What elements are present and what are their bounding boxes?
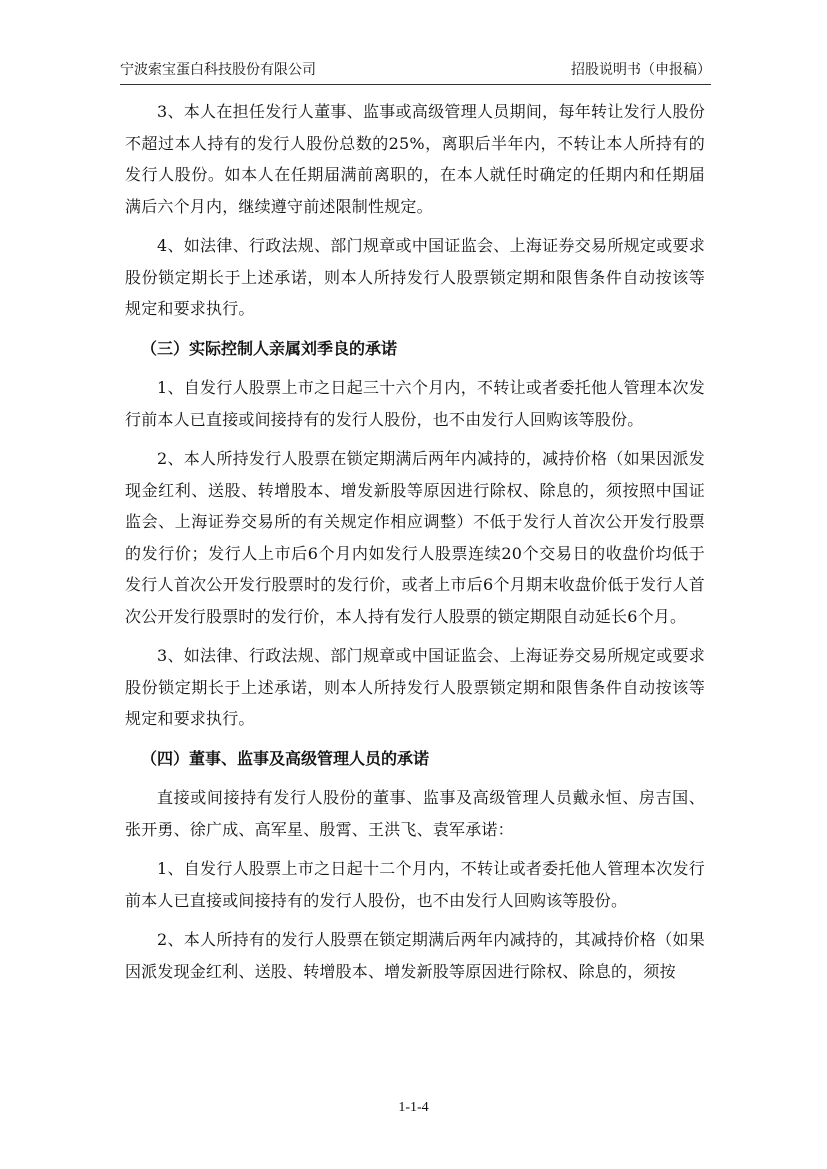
paragraph: 3、如法律、行政法规、部门规章或中国证监会、上海证券交易所规定或要求股份锁定期长于上述承诺，则本人所持发行人股票锁定期和限售条件自动按该等规定和要求执行。 bbox=[125, 646, 705, 728]
page-header bbox=[120, 60, 711, 84]
header-document-title: 招股说明书（申报稿） bbox=[571, 62, 711, 78]
paragraph: 1、自发行人股票上市之日起三十六个月内，不转让或者委托他人管理本次发行前本人已直接或间接持有的发行人股份，也不由发行人回购该等股份。 bbox=[125, 378, 705, 429]
header-divider bbox=[120, 84, 711, 85]
document-body bbox=[125, 96, 705, 995]
paragraph: 2、本人所持有的发行人股票在锁定期满后两年内减持的，其减持价格（如果因派发现金红利、送股、转增股本、增发新股等原因进行除权、除息的，须按 bbox=[125, 930, 705, 981]
section-heading: （三）实际控制人亲属刘季良的承诺 bbox=[141, 338, 398, 358]
page-number: 1-1-4 bbox=[398, 1100, 429, 1115]
section-heading: （四）董事、监事及高级管理人员的承诺 bbox=[141, 748, 430, 768]
paragraph: 1、自发行人股票上市之日起十二个月内，不转让或者委托他人管理本次发行前本人已直接或间接持有的发行人股份，也不由发行人回购该等股份。 bbox=[125, 859, 705, 910]
paragraph: 2、本人所持发行人股票在锁定期满后两年内减持的，减持价格（如果因派发现金红利、送股、转增股本、增发新股等原因进行除权、除息的，须按照中国证监会、上海证券交易所的有关规定作相应调整）不低于发行人首次公开发行股票的发行价；发行人上市后6个月内如发行人股票连续20个交易日的收盘价均低于发行人首次公开发行股票时的发行价，或者上市后6个月期末收盘价低于发行人首次公开发行股票时的发行价，本人持有发行人股票的锁定期限自动延长6个月。 bbox=[125, 449, 705, 626]
paragraph: 4、如法律、行政法规、部门规章或中国证监会、上海证券交易所规定或要求股份锁定期长于上述承诺，则本人所持发行人股票锁定期和限售条件自动按该等规定和要求执行。 bbox=[125, 236, 705, 318]
paragraph: 直接或间接持有发行人股份的董事、监事及高级管理人员戴永恒、房吉国、张开勇、徐广成、高军星、殷霄、王洪飞、袁军承诺： bbox=[125, 788, 705, 839]
paragraph: 3、本人在担任发行人董事、监事或高级管理人员期间，每年转让发行人股份不超过本人持有的发行人股份总数的25%，离职后半年内，不转让本人所持有的发行人股份。如本人在任期届满前离职的，在本人就任时确定的任期内和任期届满后六个月内，继续遵守前述限制性规定。 bbox=[125, 102, 705, 216]
header-company-name: 宁波索宝蛋白科技股份有限公司 bbox=[120, 62, 316, 78]
